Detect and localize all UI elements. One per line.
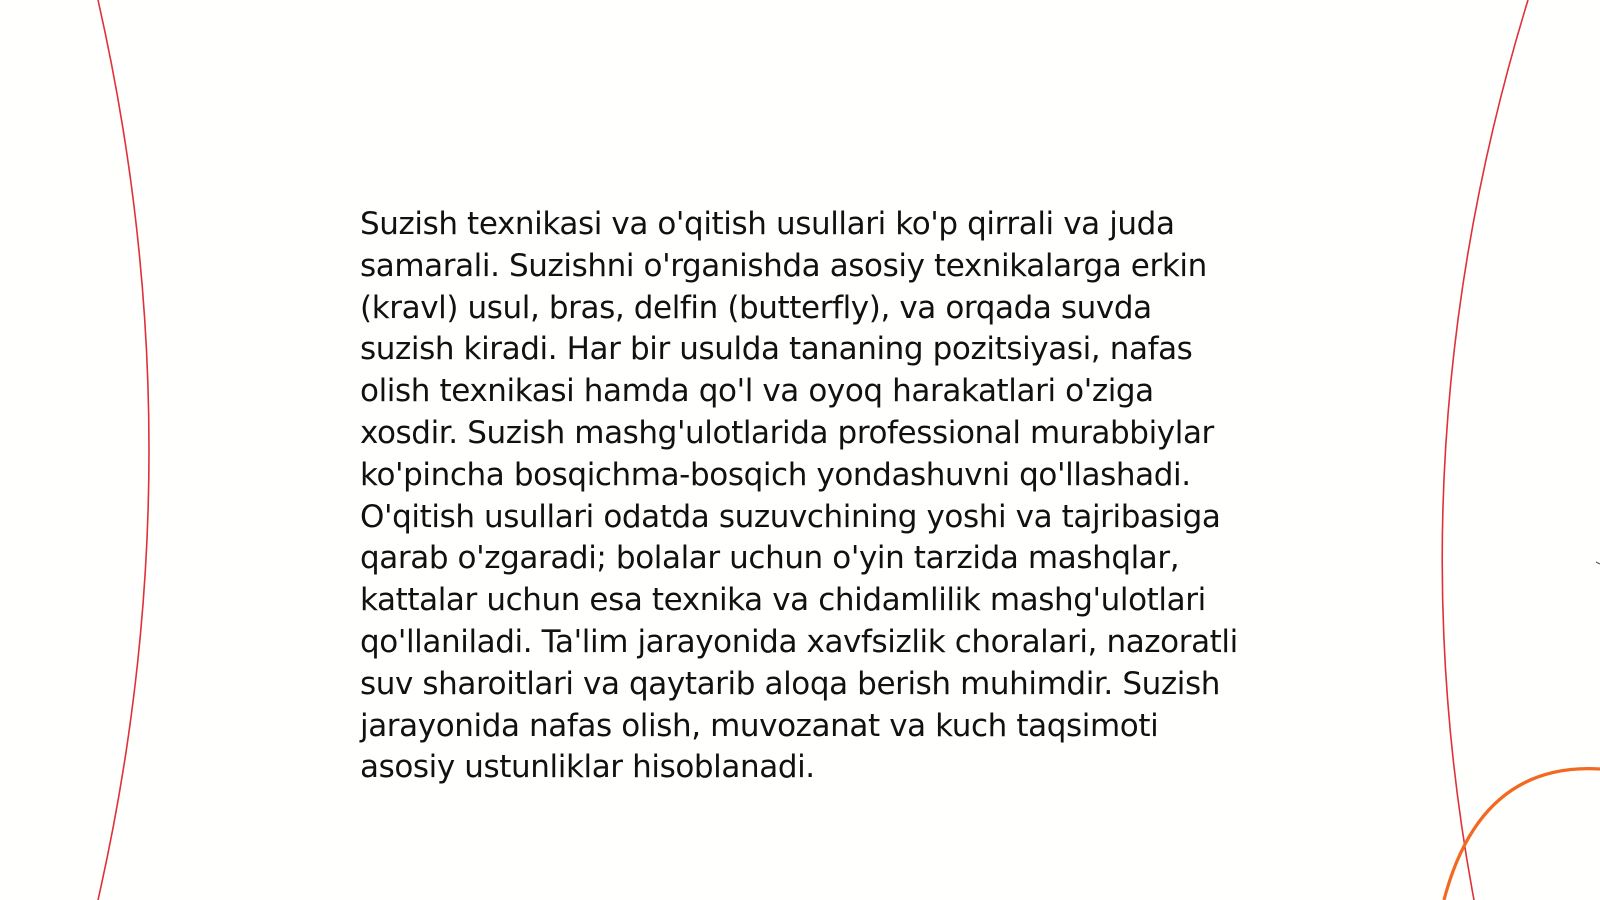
right-arc-line bbox=[1442, 0, 1528, 900]
left-arc-line bbox=[98, 0, 149, 900]
small-tick-mark bbox=[1596, 562, 1600, 564]
body-text: Suzish texnikasi va o'qitish usullari ko'p qirrali va juda samarali. Suzishni o'rganishda asosiy texnikalarga erkin (kravl) usul, bras, delfin (butterfly), va orqada suvda suzish kiradi. Har bir usulda tananing pozitsiyasi, nafas olish texnikasi hamda qo'l va oyoq harakatlari o'ziga xosdir. Suzish mashg'ulotlarida professional murabbiylar ko'pincha bosqichma-bosqich yondashuvni qo'llashadi. O'qitish usullari odatda suzuvchining yoshi va tajribasiga qarab o'zgaradi; bolalar uchun o'yin tarzida mashqlar, kattalar uchun esa texnika va chidamlilik mashg'ulotlari qo'llaniladi. Ta'lim jarayonida xavfsizlik choralari, nazoratli suv sharoitlari va qaytarib aloqa berish muhimdir. Suzish jarayonida nafas olish, muvozanat va kuch taqsimoti asosiy ustunliklar hisoblanadi. bbox=[360, 206, 1238, 786]
orange-accent-arc bbox=[1444, 769, 1600, 900]
